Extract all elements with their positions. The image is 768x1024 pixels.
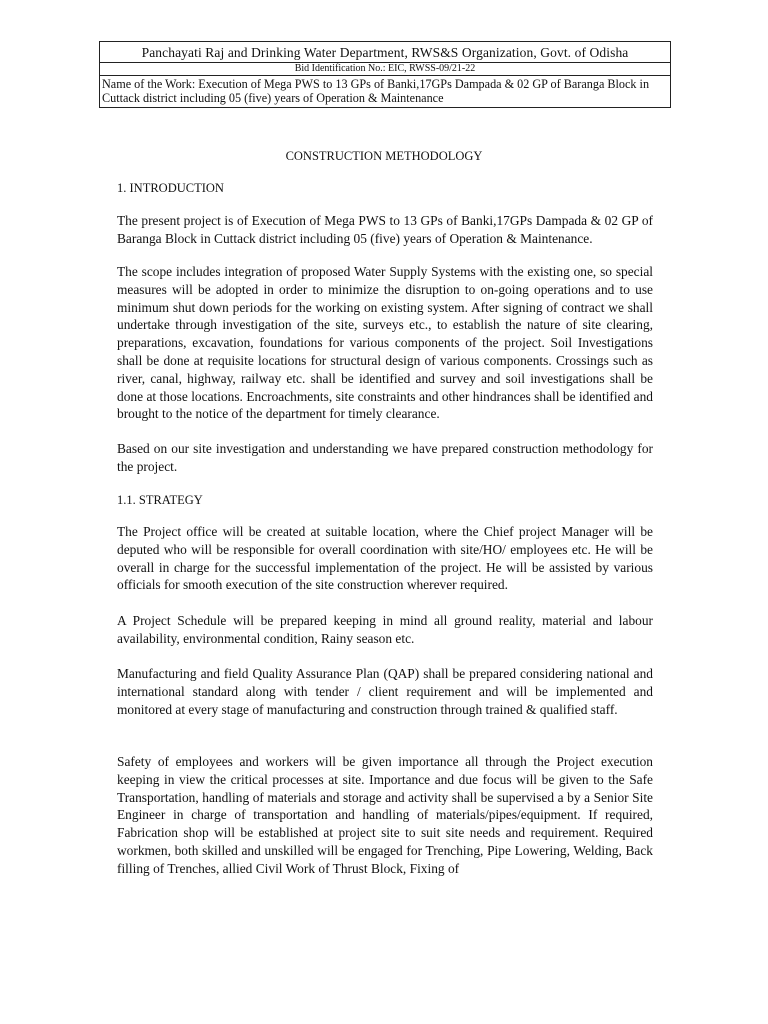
work-name: Name of the Work: Execution of Mega PWS to 13 GPs of Banki,17GPs Dampada & 02 GP of Baranga Block in Cuttack district including 05 (five) years of Operation & Maintenance <box>102 77 650 105</box>
organization-title: Panchayati Raj and Drinking Water Department, RWS&S Organization, Govt. of Odisha <box>100 42 670 63</box>
scope-paragraph: The scope includes integration of proposed Water Supply Systems with the existing one, so special measures will be adopted in order to minimize the disruption to on-going operations and to use minimum shut down periods for the working on existing system. After signing of contract we shall undertake through investigation of the site, surveys etc., to establish the nature of site clearing, preparations, excavation, foundations for various components of the project. Soil Investigations shall be done at requisite locations for structural design of various components. Crossings such as river, canal, highway, railway etc. shall be identified and survey and soil investigations shall be done at those locations. Encroachments, site constraints and other hindrances shall be identified and brought to the notice of the department for timely clearance. <box>117 264 653 422</box>
section-heading-strategy: 1.1. STRATEGY <box>117 493 203 507</box>
section-heading-introduction: 1. INTRODUCTION <box>117 181 224 195</box>
based-paragraph: Based on our site investigation and understanding we have prepared construction methodology for the project. <box>117 441 653 474</box>
strategy-paragraph-3: Manufacturing and field Quality Assurance Plan (QAP) shall be prepared considering national and international standard along with tender / client requirement and will be implemented and monitored at every stage of manufacturing and construction through trained & qualified staff. <box>117 666 653 717</box>
document-title: CONSTRUCTION METHODOLOGY <box>285 149 483 163</box>
bid-identification: Bid Identification No.: EIC, RWSS-09/21-22 <box>100 63 670 76</box>
strategy-paragraph-1: The Project office will be created at suitable location, where the Chief project Manager will be deputed who will be responsible for overall coordination with site/HO/ employees etc. He will be overall in charge for the successful implementation of the project. He will be assisted by various officials for smooth execution of the site construction wherever required. <box>117 524 653 593</box>
strategy-paragraph-4: Safety of employees and workers will be given importance all through the Project execution keeping in view the critical processes at site. Importance and due focus will be given to the Safe Transportation, handling of materials and storage and activity shall be supervised a by a Senior Site Engineer in charge of transportation and handling of materials/pipes/equipment. If required, Fabrication shop will be established at project site to suit site needs and requirement. Required workmen, both skilled and unskilled will be engaged for Trenching, Pipe Lowering, Welding, Back filling of Trenches, allied Civil Work of Thrust Block, Fixing of <box>117 754 653 876</box>
document-header-box <box>99 41 671 108</box>
strategy-paragraph-2: A Project Schedule will be prepared keeping in mind all ground reality, material and labour availability, environmental condition, Rainy season etc. <box>117 613 653 646</box>
intro-paragraph: The present project is of Execution of Mega PWS to 13 GPs of Banki,17GPs Dampada & 02 GP of Baranga Block in Cuttack district including 05 (five) years of Operation & Maintenance. <box>117 213 653 246</box>
